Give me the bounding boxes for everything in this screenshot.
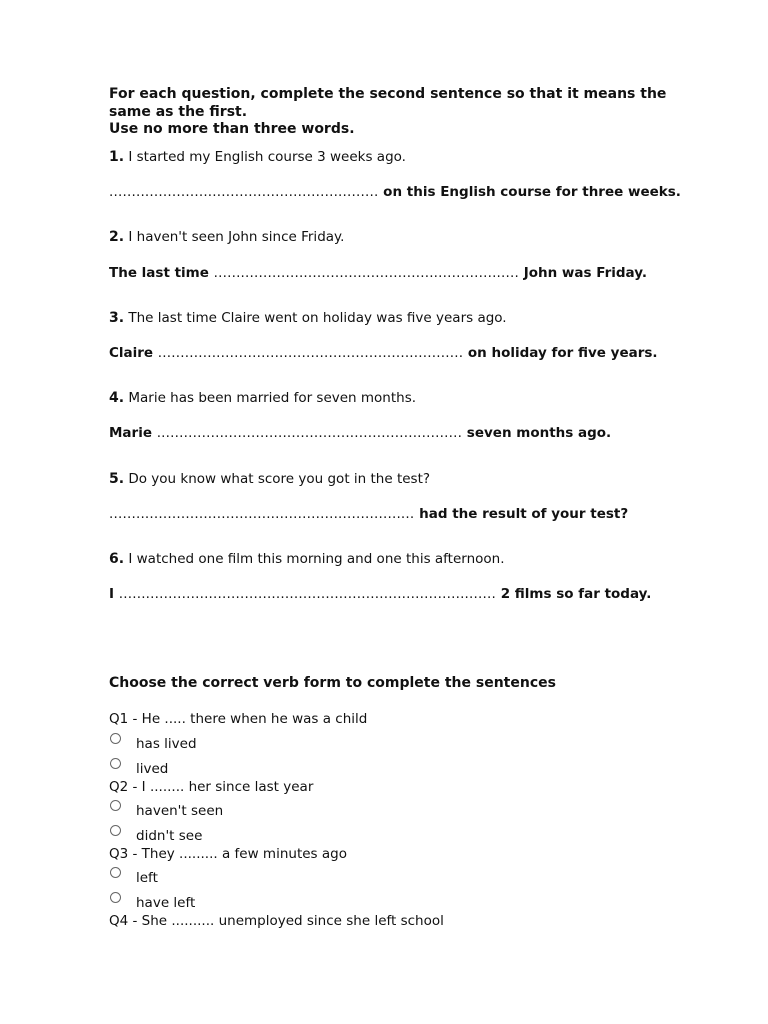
- answer-blank[interactable]: ....................................................................: [109, 506, 415, 522]
- question-1-answer-line: [109, 184, 681, 200]
- instructions: [109, 86, 669, 139]
- radio-button[interactable]: [110, 800, 121, 811]
- mc-option-label[interactable]: has lived: [136, 736, 197, 752]
- answer-blank[interactable]: ....................................................................: [157, 345, 464, 361]
- question-number: 6.: [109, 551, 125, 567]
- mc-question-4: Q4 - She .......... unemployed since she left school: [109, 913, 444, 929]
- answer-blank[interactable]: ....................................................................................: [118, 586, 496, 602]
- answer-lead: The last time: [109, 265, 214, 281]
- question-4-answer-line: [109, 425, 611, 441]
- question-number: 5.: [109, 471, 125, 487]
- radio-button[interactable]: [110, 758, 121, 769]
- mc-question-2: Q2 - I ........ her since last year: [109, 779, 314, 795]
- mc-question-1: Q1 - He ..... there when he was a child: [109, 711, 368, 727]
- answer-tail: had the result of your test?: [414, 506, 629, 522]
- mc-option-label[interactable]: have left: [136, 895, 196, 911]
- question-4-prompt: [109, 390, 416, 406]
- question-3-answer-line: [109, 345, 658, 361]
- radio-button[interactable]: [110, 867, 121, 878]
- answer-tail: on this English course for three weeks.: [378, 184, 681, 200]
- question-text: I haven't seen John since Friday.: [128, 229, 345, 245]
- instructions-line-2: Use no more than three words.: [109, 121, 355, 137]
- question-3-prompt: [109, 310, 507, 326]
- answer-blank[interactable]: ............................................................: [109, 184, 379, 200]
- question-1-prompt: [109, 149, 406, 165]
- section-2-title: Choose the correct verb form to complete the sentences: [109, 675, 556, 691]
- mc-option-label[interactable]: haven't seen: [136, 803, 224, 819]
- question-number: 4.: [109, 390, 125, 406]
- question-text: I watched one film this morning and one this afternoon.: [128, 551, 505, 567]
- answer-lead: Marie: [109, 425, 157, 441]
- question-6-prompt: [109, 551, 505, 567]
- question-number: 2.: [109, 229, 125, 245]
- radio-button[interactable]: [110, 892, 121, 903]
- answer-blank[interactable]: ....................................................................: [213, 265, 520, 281]
- question-6-answer-line: [109, 586, 651, 602]
- question-number: 1.: [109, 149, 125, 165]
- mc-option-label[interactable]: left: [136, 870, 158, 886]
- question-text: Marie has been married for seven months.: [128, 390, 417, 406]
- question-text: I started my English course 3 weeks ago.: [128, 149, 406, 165]
- mc-option-label[interactable]: lived: [136, 761, 169, 777]
- question-number: 3.: [109, 310, 125, 326]
- answer-blank[interactable]: ....................................................................: [156, 425, 463, 441]
- answer-tail: 2 films so far today.: [496, 586, 652, 602]
- question-5-prompt: [109, 471, 430, 487]
- answer-tail: John was Friday.: [519, 265, 647, 281]
- question-2-answer-line: [109, 265, 647, 281]
- instructions-line-1: For each question, complete the second sentence so that it means the same as the first.: [109, 86, 667, 120]
- radio-button[interactable]: [110, 733, 121, 744]
- mc-question-3: Q3 - They ......... a few minutes ago: [109, 846, 347, 862]
- mc-option-label[interactable]: didn't see: [136, 828, 203, 844]
- answer-lead: Claire: [109, 345, 158, 361]
- radio-button[interactable]: [110, 825, 121, 836]
- question-text: Do you know what score you got in the test?: [128, 471, 431, 487]
- answer-tail: seven months ago.: [462, 425, 612, 441]
- question-text: The last time Claire went on holiday was five years ago.: [128, 310, 507, 326]
- question-2-prompt: [109, 229, 344, 245]
- question-5-answer-line: [109, 506, 628, 522]
- answer-lead: I: [109, 586, 119, 602]
- answer-tail: on holiday for five years.: [463, 345, 658, 361]
